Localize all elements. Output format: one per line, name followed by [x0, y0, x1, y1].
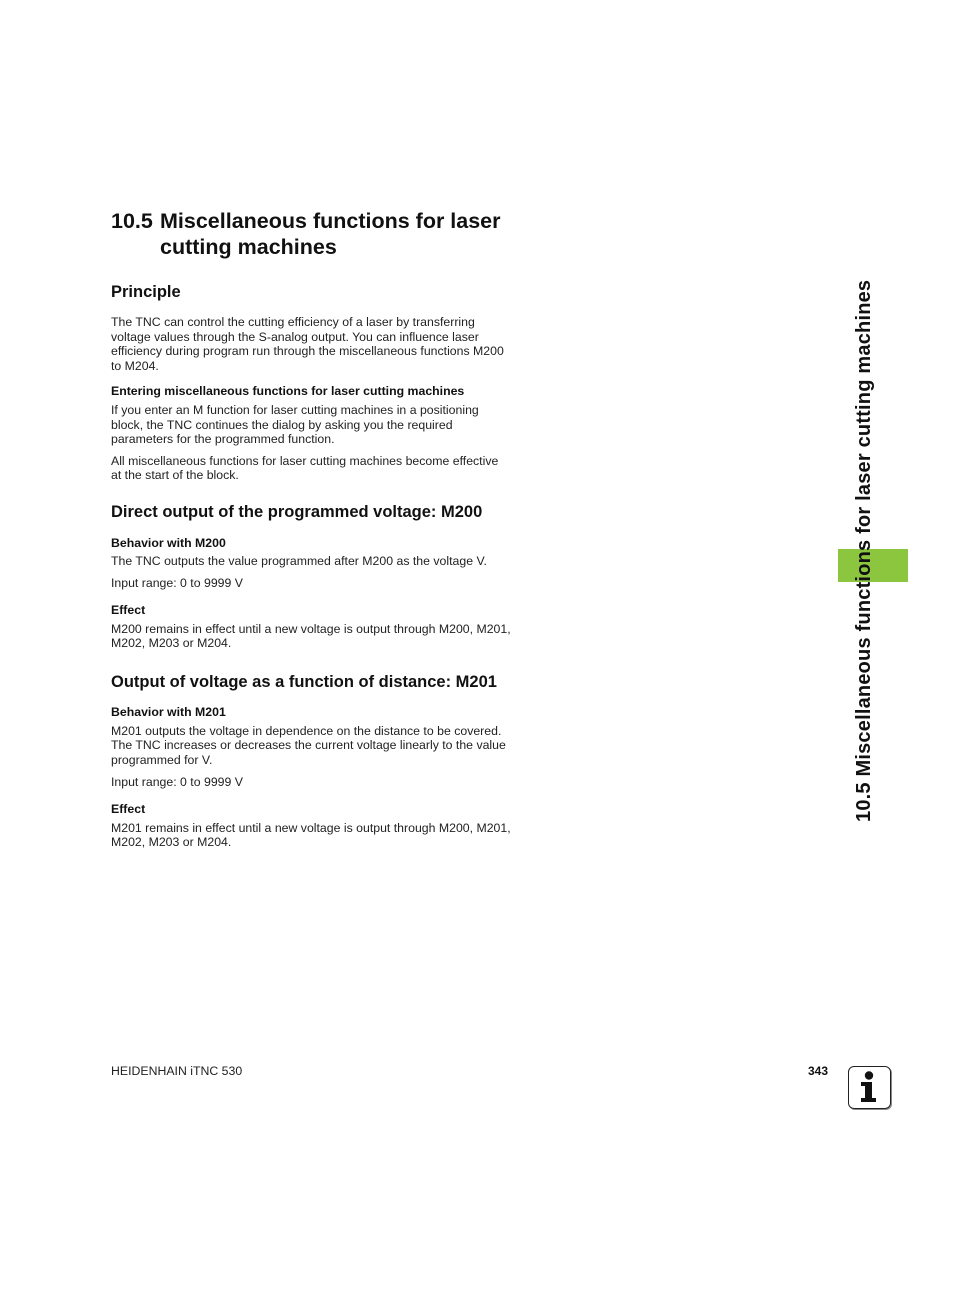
principle-text: The TNC can control the cutting efficiency of a laser by transferring voltage values through the S-analog output. You can influence laser efficiency during program run through the miscellaneous functions M200 to M204. — [111, 315, 504, 373]
sidebar-chapter-title: 10.5 Miscellaneous functions for laser cutting machines — [853, 279, 875, 822]
m201-behavior-heading: Behavior with M201 — [111, 704, 226, 719]
m201-input-range: Input range: 0 to 9999 V — [111, 775, 243, 789]
m201-effect-heading: Effect — [111, 801, 146, 816]
chapter-number: 10.5 — [111, 209, 153, 233]
m200-input-range: Input range: 0 to 9999 V — [111, 576, 243, 590]
entering-heading: Entering miscellaneous functions for laser cutting machines — [111, 384, 465, 398]
entering-para-2: All miscellaneous functions for laser cutting machines become effective at the start of the block. — [111, 453, 499, 482]
entering-para-1: If you enter an M function for laser cutting machines in a positioning block, the TNC continues the dialog by asking you the required parameters for the programmed function. — [111, 403, 479, 446]
m200-effect-heading: Effect — [111, 602, 146, 617]
m200-behavior-heading: Behavior with M200 — [111, 535, 226, 550]
chapter-title-text: Miscellaneous functions for laser cutting machines — [160, 209, 501, 259]
principle-heading: Principle — [111, 283, 181, 301]
m201-effect-text: M201 remains in effect until a new voltage is output through M200, M201, M202, M203 or M204. — [111, 820, 511, 849]
page-content — [111, 208, 511, 850]
page-number: 343 — [808, 1064, 829, 1078]
footer-product: HEIDENHAIN iTNC 530 — [111, 1064, 243, 1078]
m200-effect-text: M200 remains in effect until a new voltage is output through M200, M201, M202, M203 or M204. — [111, 621, 511, 650]
info-icon — [848, 1066, 891, 1109]
m200-heading: Direct output of the programmed voltage: M200 — [111, 502, 483, 521]
m201-behavior-text: M201 outputs the voltage in dependence on the distance to be covered. The TNC increases or decreases the current voltage linearly to the value programmed for V. — [111, 723, 506, 767]
info-glyph-icon — [849, 1067, 889, 1107]
chapter-title — [111, 208, 511, 260]
m200-behavior-text: The TNC outputs the value programmed after M200 as the voltage V. — [111, 553, 487, 568]
m201-heading: Output of voltage as a function of distance: M201 — [111, 672, 497, 691]
